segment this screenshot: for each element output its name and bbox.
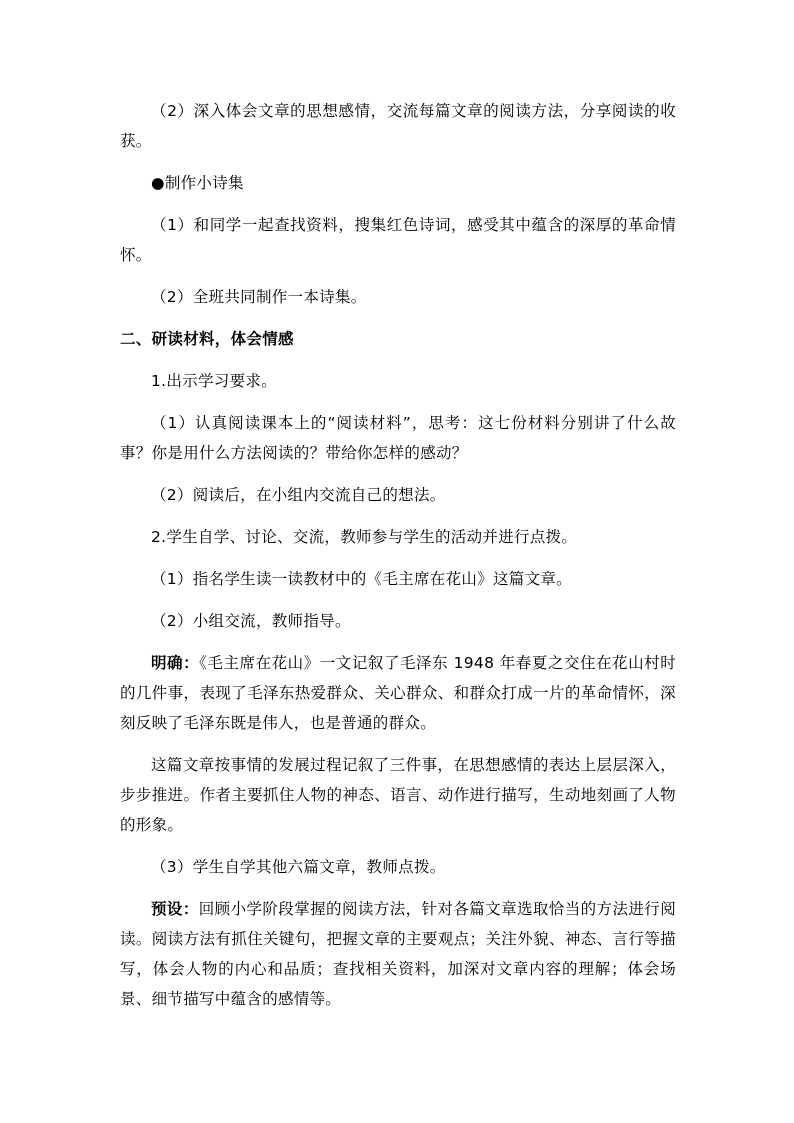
paragraph-read-materials: （1）认真阅读课本上的“阅读材料”，思考：这七份材料分别讲了什么故事？你是用什么方法阅读的？带给你怎样的感动？ xyxy=(120,414,676,462)
paragraph-read-article: （1）指名学生读一读教材中的《毛主席在花山》这篇文章。 xyxy=(151,570,572,588)
clarification-label: 明确： xyxy=(151,654,200,672)
paragraph-self-study: 2.学生自学、讨论、交流，教师参与学生的活动并进行点拨。 xyxy=(151,528,578,546)
paragraph-group-exchange: （2）小组交流，教师指导。 xyxy=(151,612,351,630)
presumption-label: 预设： xyxy=(151,900,199,918)
paragraph-make-poetry-collection: ●制作小诗集 xyxy=(151,174,244,192)
document-body xyxy=(120,96,676,1026)
paragraph-learning-requirements: 1.出示学习要求。 xyxy=(151,372,277,390)
paragraph-article-structure: 这篇文章按事情的发展过程记叙了三件事，在思想感情的表达上层层深入，步步推进。作者主要抓住人物的神态、语言、动作进行描写，生动地刻画了人物的形象。 xyxy=(120,756,676,834)
paragraph-class-poetry-book: （2）全班共同制作一本诗集。 xyxy=(151,288,367,306)
presumption-text: 回顾小学阶段掌握的阅读方法，针对各篇文章选取恰当的方法进行阅读。阅读方法有抓住关键句，把握文章的主要观点；关注外貌、神态、言行等描写，体会人物的内心和品质；查找相关资料，加深对文章内容的理解；体会场景、细节描写中蕴含的感情等。 xyxy=(120,900,676,1008)
paragraph-group-discussion: （2）阅读后，在小组内交流自己的想法。 xyxy=(151,486,446,504)
paragraph-collect-red-poems: （1）和同学一起查找资料，搜集红色诗词，感受其中蕴含的深厚的革命情怀。 xyxy=(120,216,676,264)
paragraph-presumption xyxy=(120,894,676,1014)
paragraph-clarification xyxy=(120,648,676,738)
paragraph-other-articles: （3）学生自学其他六篇文章，教师点拨。 xyxy=(151,858,446,876)
paragraph-share-reading: （2）深入体会文章的思想感情，交流每篇文章的阅读方法，分享阅读的收获。 xyxy=(120,102,676,150)
section-heading: 二、研读材料，体会情感 xyxy=(120,330,294,348)
clarification-text: 《毛主席在花山》一文记叙了毛泽东 1948 年春夏之交住在花山村时的几件事，表现了毛泽东热爱群众、关心群众、和群众打成一片的革命情怀，深刻反映了毛泽东既是伟人，也是普通的群众。 xyxy=(120,654,676,732)
